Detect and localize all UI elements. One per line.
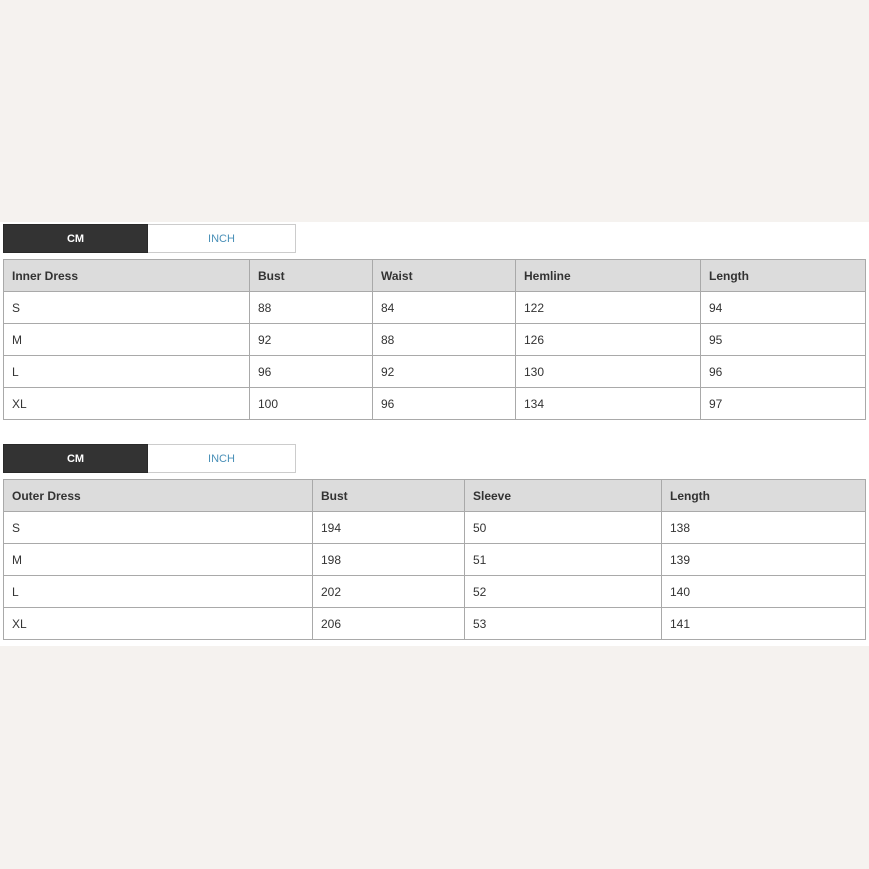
bust-cell: 202 (313, 576, 465, 608)
column-header-bust: Bust (250, 260, 373, 292)
bust-cell: 206 (313, 608, 465, 640)
bust-cell: 88 (250, 292, 373, 324)
bust-cell: 194 (313, 512, 465, 544)
waist-cell: 96 (373, 388, 516, 420)
length-cell: 97 (701, 388, 866, 420)
length-cell: 140 (662, 576, 866, 608)
table-row (4, 576, 866, 608)
length-cell: 95 (701, 324, 866, 356)
length-cell: 139 (662, 544, 866, 576)
size-cell: L (4, 356, 250, 388)
hemline-cell: 122 (516, 292, 701, 324)
size-cell: XL (4, 608, 313, 640)
waist-cell: 92 (373, 356, 516, 388)
column-header-size: Inner Dress (4, 260, 250, 292)
table-header-row (4, 480, 866, 512)
size-cell: XL (4, 388, 250, 420)
outer-inch-tab[interactable]: INCH (148, 444, 296, 473)
sleeve-cell: 51 (465, 544, 662, 576)
table-row (4, 356, 866, 388)
outer-unit-toggle (3, 444, 296, 473)
length-cell: 141 (662, 608, 866, 640)
sleeve-cell: 50 (465, 512, 662, 544)
inner-inch-tab[interactable]: INCH (148, 224, 296, 253)
bust-cell: 92 (250, 324, 373, 356)
length-cell: 138 (662, 512, 866, 544)
column-header-bust: Bust (313, 480, 465, 512)
column-header-length: Length (662, 480, 866, 512)
inner-cm-tab[interactable]: CM (3, 224, 148, 253)
size-cell: S (4, 512, 313, 544)
column-header-length: Length (701, 260, 866, 292)
size-chart-panel (0, 222, 869, 646)
waist-cell: 84 (373, 292, 516, 324)
bust-cell: 100 (250, 388, 373, 420)
column-header-hemline: Hemline (516, 260, 701, 292)
hemline-cell: 130 (516, 356, 701, 388)
table-row (4, 388, 866, 420)
inner-unit-toggle (3, 224, 296, 253)
column-header-sleeve: Sleeve (465, 480, 662, 512)
bust-cell: 198 (313, 544, 465, 576)
length-cell: 96 (701, 356, 866, 388)
sleeve-cell: 53 (465, 608, 662, 640)
outer-cm-tab[interactable]: CM (3, 444, 148, 473)
outer-dress-size-table (3, 479, 866, 640)
waist-cell: 88 (373, 324, 516, 356)
hemline-cell: 126 (516, 324, 701, 356)
table-row (4, 544, 866, 576)
column-header-waist: Waist (373, 260, 516, 292)
inner-dress-size-table (3, 259, 866, 420)
table-row (4, 512, 866, 544)
sleeve-cell: 52 (465, 576, 662, 608)
table-row (4, 608, 866, 640)
bust-cell: 96 (250, 356, 373, 388)
size-cell: S (4, 292, 250, 324)
size-cell: M (4, 324, 250, 356)
size-cell: M (4, 544, 313, 576)
column-header-size: Outer Dress (4, 480, 313, 512)
length-cell: 94 (701, 292, 866, 324)
table-row (4, 324, 866, 356)
size-cell: L (4, 576, 313, 608)
hemline-cell: 134 (516, 388, 701, 420)
table-row (4, 292, 866, 324)
table-header-row (4, 260, 866, 292)
